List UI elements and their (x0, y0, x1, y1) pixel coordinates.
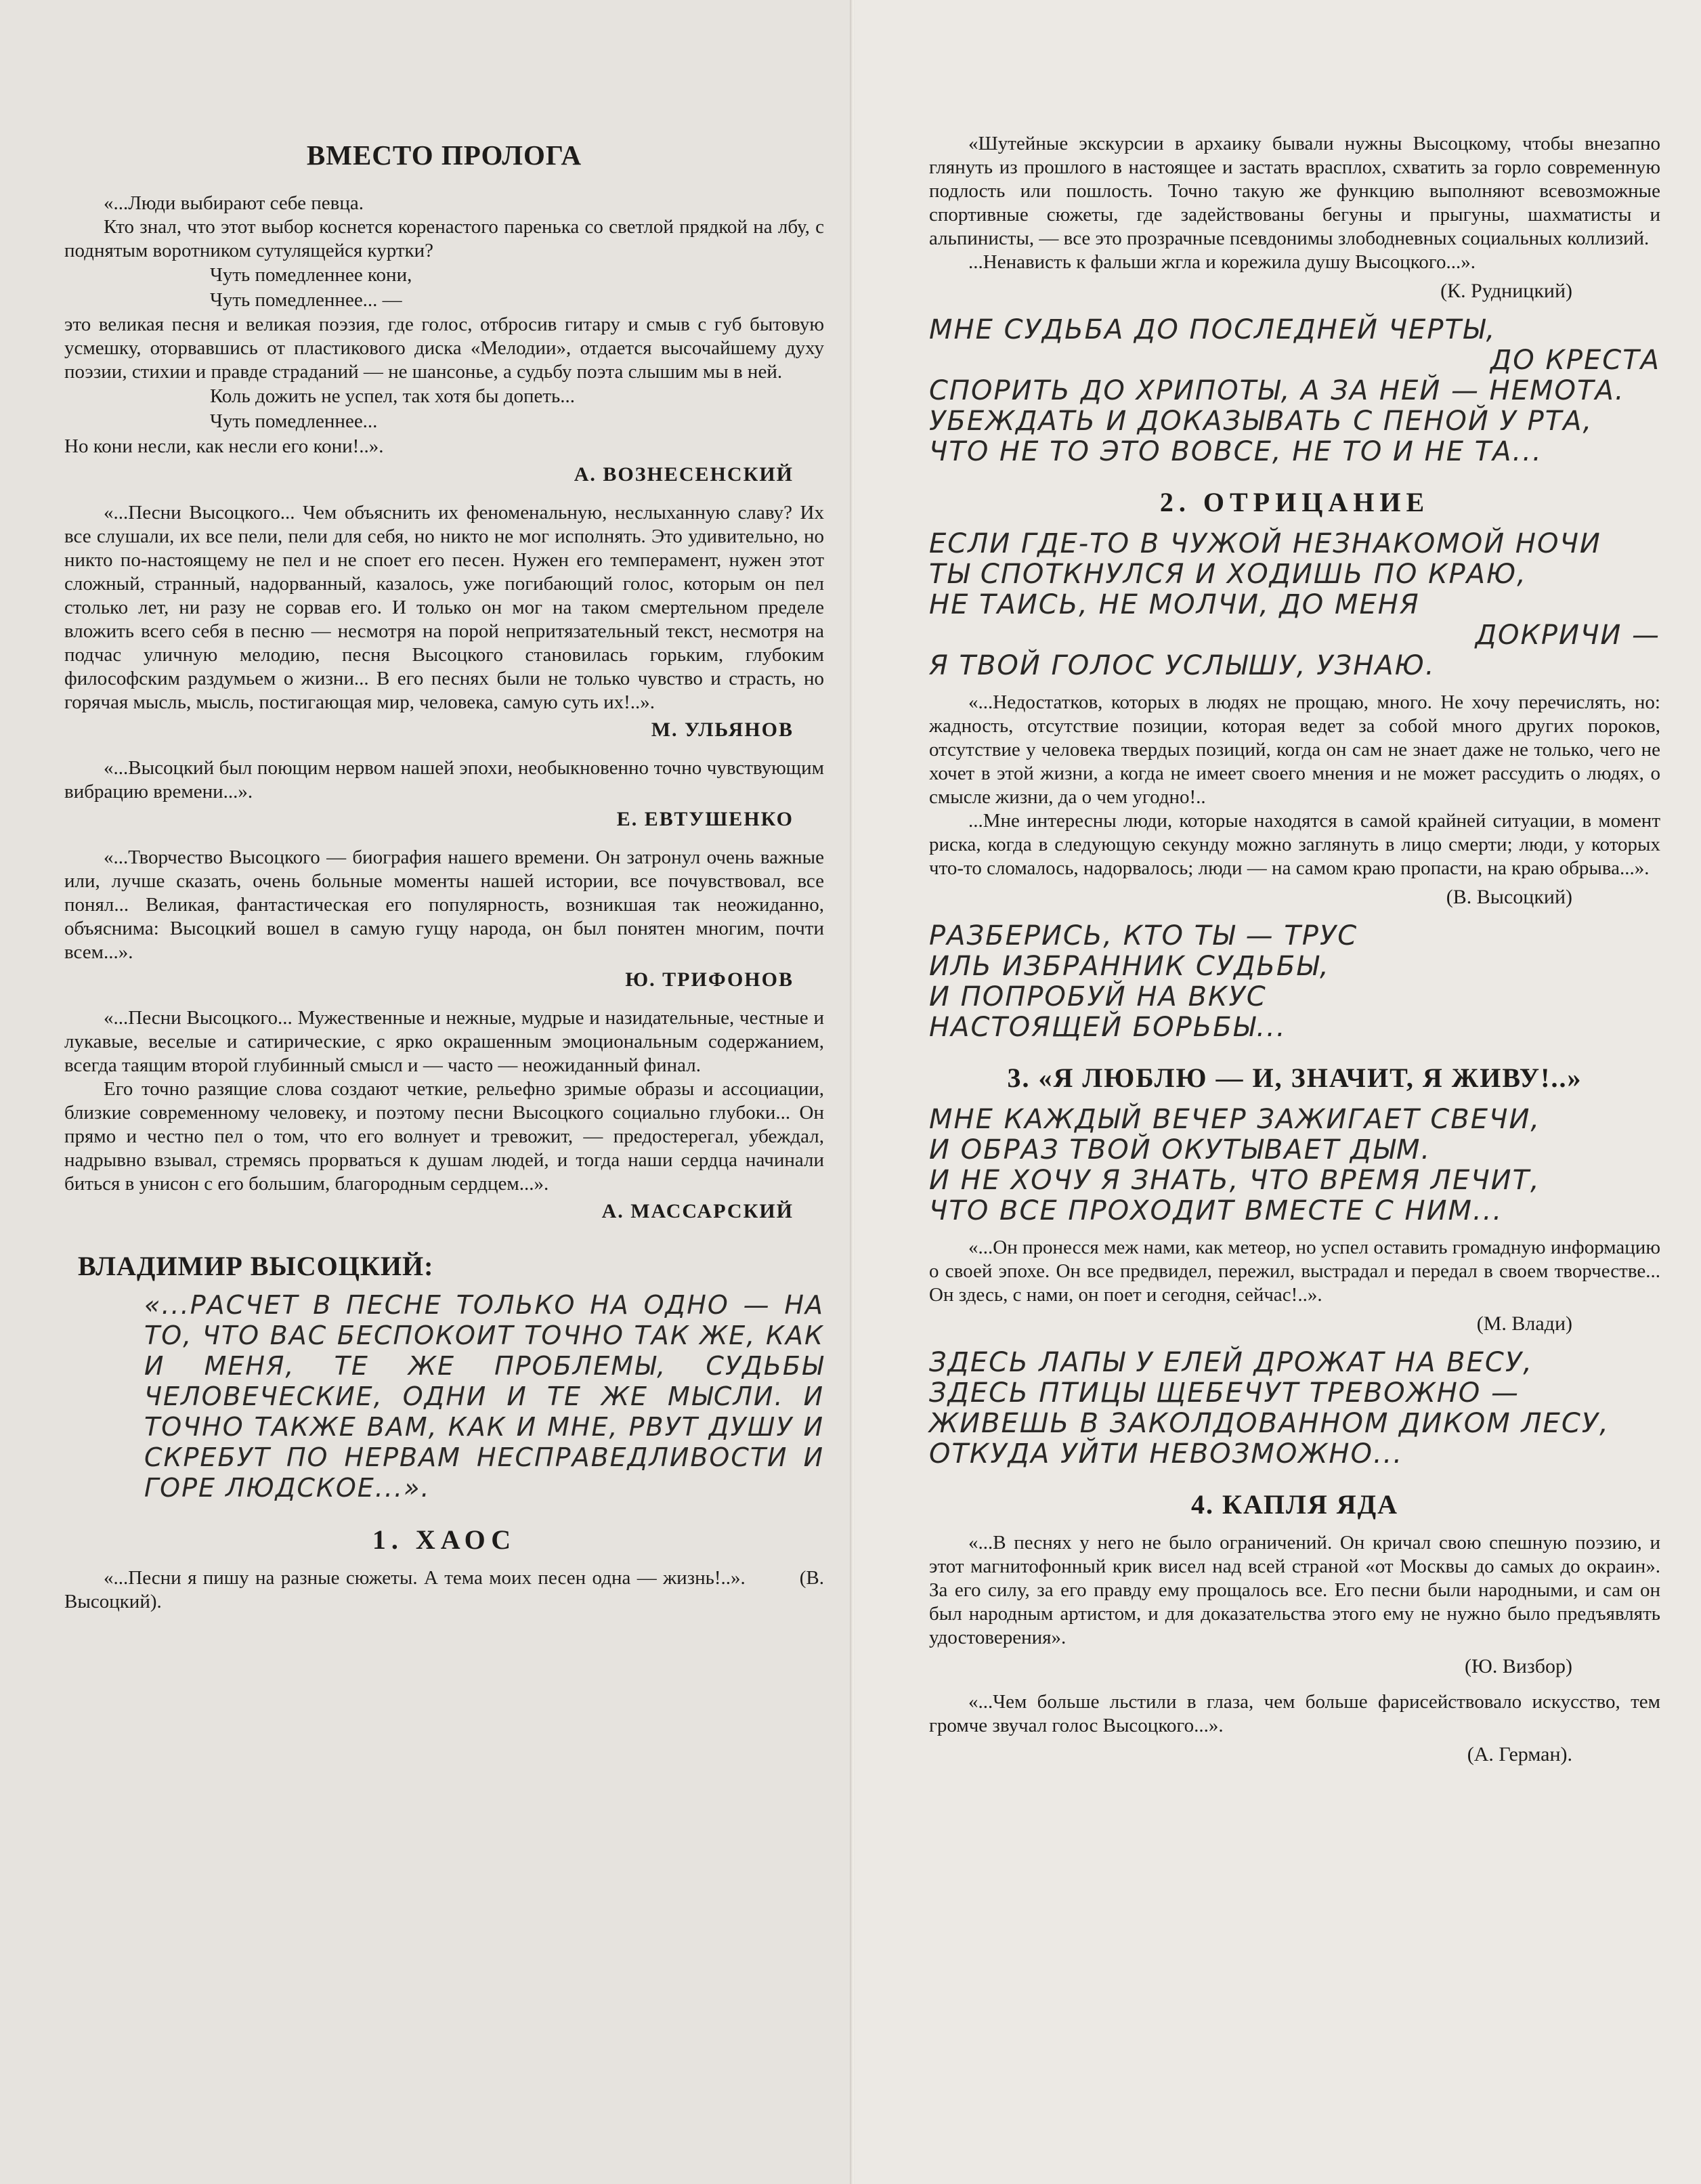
quote-author: (К. Рудницкий) (1440, 280, 1572, 302)
lyric-line: ЗДЕСЬ ЛАПЫ У ЕЛЕЙ ДРОЖАТ НА ВЕСУ, (929, 1347, 1533, 1378)
quote-paragraph: «...Высоцкий был поющим нервом нашей эпохи, необыкновенно точно чувствующим вибрацию времени...». (64, 757, 824, 802)
verse-line: Чуть помедленнее... (210, 410, 378, 432)
lyric-block (929, 529, 1660, 681)
verse-line: Чуть помедленнее... — (210, 289, 402, 311)
lyric-line: ЖИВЕШЬ В ЗАКОЛДОВАННОМ ДИКОМ ЛЕСУ, (929, 1408, 1610, 1439)
lyric-line: ЕСЛИ ГДЕ-ТО В ЧУЖОЙ НЕЗНАКОМОЙ НОЧИ (929, 528, 1601, 559)
lyric-line: МНЕ СУДЬБА ДО ПОСЛЕДНЕЙ ЧЕРТЫ, (929, 314, 1497, 345)
quote-paragraph: ...Ненависть к фальши жгла и корежила душу Высоцкого...». (968, 251, 1476, 273)
vysotsky-quote: «...РАСЧЕТ В ПЕСНЕ ТОЛЬКО НА ОДНО — НА ТО, ЧТО ВАС БЕСПОКОИТ ТОЧНО ТАК ЖЕ, КАК И МЕНЯ, ТЕ ЖЕ ПРОБЛЕМЫ, СУДЬБЫ ЧЕЛОВЕЧЕСКИЕ, ОДНИ И ТЕ ЖЕ МЫСЛИ. И ТОЧНО ТАКЖЕ ВАМ, КАК И МНЕ, РВУТ ДУШУ И СКРЕБУТ ПО НЕРВАМ НЕСПРАВЕДЛИВОСТИ И ГОРЕ ЛЮДСКОЕ...». (144, 1290, 824, 1503)
quote-voznesensky (64, 192, 824, 486)
quote-massarsky (64, 1006, 824, 1223)
quote-ulyanov (64, 501, 824, 742)
lyric-line: СПОРИТЬ ДО ХРИПОТЫ, А ЗА НЕЙ — НЕМОТА. (929, 375, 1625, 406)
quote-evtushenko (64, 756, 824, 831)
quote-vizbor (929, 1531, 1660, 1678)
quote-rudnitsky (929, 132, 1660, 303)
quote-author: А. ВОЗНЕСЕНСКИЙ (574, 463, 794, 486)
quote-text: «...Песни я пишу на разные сюжеты. А тема моих песен одна — жизнь!..». (104, 1567, 746, 1589)
lyric-block (929, 315, 1660, 467)
quote-author: (Ю. Визбор) (1465, 1655, 1572, 1677)
quote-paragraph: «...Люди выбирают себе певца. (104, 192, 364, 214)
verse-line: Коль дожить не успел, так хотя бы допеть... (210, 385, 575, 407)
lyric-line: ДОКРИЧИ — (1475, 620, 1660, 651)
lyric-line: МНЕ КАЖДЫЙ ВЕЧЕР ЗАЖИГАЕТ СВЕЧИ, (929, 1104, 1541, 1135)
lyric-line: НЕ ТАИСЬ, НЕ МОЛЧИ, ДО МЕНЯ (929, 589, 1420, 620)
quote-author: М. УЛЬЯНОВ (651, 719, 794, 741)
lyric-line: ИЛЬ ИЗБРАННИК СУДЬБЫ, (929, 951, 1330, 982)
quote-paragraph (64, 1566, 824, 1614)
section-title-denial: 2. ОТРИЦАНИЕ (1159, 487, 1430, 517)
quote-paragraph: «...Чем больше льстили в глаза, чем больше фарисействовало искусство, тем громче звучал голос Высоцкого...». (929, 1691, 1660, 1736)
prologue-title: ВМЕСТО ПРОЛОГА (306, 140, 582, 171)
section-title-chaos: 1. ХАОС (372, 1524, 517, 1555)
lyric-line: ДО КРЕСТА (1490, 345, 1660, 376)
lyric-line: ЧТО ВСЕ ПРОХОДИТ ВМЕСТЕ С НИМ... (929, 1195, 1503, 1226)
quote-trifonov (64, 846, 824, 991)
section-title-drop-of-poison: 4. КАПЛЯ ЯДА (1191, 1489, 1398, 1520)
quote-author: (А. Герман). (1467, 1743, 1572, 1765)
lyric-line: РАЗБЕРИСЬ, КТО ТЫ — ТРУС (929, 920, 1358, 951)
lyric-line: ЗДЕСЬ ПТИЦЫ ЩЕБЕЧУТ ТРЕВОЖНО — (929, 1377, 1520, 1409)
lyric-line: Я ТВОЙ ГОЛОС УСЛЫШУ, УЗНАЮ. (929, 650, 1436, 681)
lyric-line: ЧТО НЕ ТО ЭТО ВОВСЕ, НЕ ТО И НЕ ТА... (929, 436, 1543, 467)
quote-paragraph: «...Недостатков, которых в людях не прощаю, много. Не хочу перечислять, но: жадность, отсутствие позиции, которая ведет за собой много других пороков, отсутствие у человека твердых позиций, когда он сам не знает даже не только, чего не хочет в этой жизни, а когда не имеет своего мнения и не может рассудить о людях, о смысле жизни, да о чем угодно!.. (929, 691, 1660, 808)
quote-paragraph: «...Творчество Высоцкого — биография нашего времени. Он затронул очень важные или, лучше сказать, очень больные моменты нашей истории, все почувствовал, все понял... Великая, фантастическая его популярность, возникшая так неожиданно, объяснима: Высоцкий вошел в самую гущу народа, он был понятен многим, почти всем...». (64, 847, 824, 963)
verse-line: Но кони несли, как несли его кони!..». (64, 435, 384, 457)
lyric-line: И ОБРАЗ ТВОЙ ОКУТЫВАЕТ ДЫМ. (929, 1134, 1431, 1165)
quote-author: (В. Высоцкий). (64, 1567, 824, 1612)
lyric-line: НАСТОЯЩЕЙ БОРЬБЫ... (929, 1012, 1287, 1043)
quote-paragraph: «...В песнях у него не было ограничений. Он кричал свою спешную поэзию, и этот магнитофонный крик висел над всей страной «от Москвы до самых до окраин». За его силу, за его правду ему прощалось все. Его песни были народными, и сам он был народным артистом, и для доказательства этого ему не нужно было предъявлять удостоверения». (929, 1532, 1660, 1648)
quote-author: Е. ЕВТУШЕНКО (616, 808, 794, 830)
lyric-line: И НЕ ХОЧУ Я ЗНАТЬ, ЧТО ВРЕМЯ ЛЕЧИТ, (929, 1165, 1541, 1196)
lyric-line: ОТКУДА УЙТИ НЕВОЗМОЖНО... (929, 1438, 1404, 1470)
quote-vysotsky (929, 691, 1660, 909)
quote-paragraph: «Шутейные экскурсии в архаику бывали нужны Высоцкому, чтобы внезапно глянуть из прошлого в настоящее и застать врасплох, схватить за горло современную подлость или пошлость. Точно такую же функцию выполняют всевозможные спортивные сюжеты, где задействованы бегуны и прыгуны, шахматисты и альпинисты, — все это прозрачные псевдонимы злободневных социальных коллизий. (929, 133, 1660, 249)
quote-paragraph: «...Песни Высоцкого... Чем объяснить их феноменальную, неслыханную славу? Их все слушали, их все пели, пели для себя, но никто не мог исполнять. Это удивительно, но никто по-настоящему не пел и не споет его песен. Нужен его темперамент, нужен этот сложный, странный, надорванный, казалось, уже погибающий голос, которым он пел столько лет, ни разу не сорвав его. И только он мог на таком смертельном пределе вложить всего себя в песню — несмотря на порой непритязательный текст, несмотря на подчас уличную мелодию, песня Высоцкого становилась горьким, глубоким философским раздумьем о жизни... В его песнях были не только чувство и страсть, но горячая мысль, мысль, постигающая мир, человека, самую суть их!..». (64, 502, 824, 713)
quote-author: (М. Влади) (1476, 1312, 1572, 1335)
lyric-line: УБЕЖДАТЬ И ДОКАЗЫВАТЬ С ПЕНОЙ У РТА, (929, 406, 1593, 437)
verse-line: Чуть помедленнее кони, (210, 264, 412, 286)
quote-author: (В. Высоцкий) (1446, 886, 1572, 908)
quote-paragraph: «...Он пронесся меж нами, как метеор, но успел оставить громадную информацию о своей эпохе. Он все предвидел, пережил, выстрадал и передал в своем творчестве... Он здесь, с нами, он поет и сегодня, сейчас!..». (929, 1237, 1660, 1306)
quote-paragraph: ...Мне интересны люди, которые находятся в самой крайней ситуации, в момент риска, когда в следующую секунду можно заглянуть в лицо смерти; люди, у которых что-то сломалось, надорвалось; люди — на самом краю пропасти, на краю обрыва...». (929, 810, 1660, 879)
vysotsky-heading: ВЛАДИМИР ВЫСОЦКИЙ: (78, 1251, 434, 1281)
section-title-love: 3. «Я ЛЮБЛЮ — И, ЗНАЧИТ, Я ЖИВУ!..» (1007, 1063, 1582, 1093)
lyric-block (929, 1105, 1660, 1226)
quote-paragraph: это великая песня и великая поэзия, где голос, отбросив гитару и смыв с губ бытовую усмешку, оторвавшись от пластикового диска «Мелодии», отдается высочайшему духу поэзии, стихии и правде страданий — не шансонье, а судьбу поэта слышим мы в ней. (64, 314, 824, 383)
quote-paragraph: Его точно разящие слова создают четкие, рельефно зримые образы и ассоциации, близкие современному человеку, и поэтому песни Высоцкого социально глубоки... Он прямо и честно пел о том, что его волнует и тревожит, — предостерегал, убеждал, надрывно взывал, стремясь прорваться к душам людей, и тогда наши сердца начинали биться в унисон с его большим, благородным сердцем...». (64, 1078, 824, 1195)
lyric-line: ТЫ СПОТКНУЛСЯ И ХОДИШЬ ПО КРАЮ, (929, 559, 1527, 590)
quote-author: А. МАССАРСКИЙ (601, 1200, 794, 1222)
lyric-line: И ПОПРОБУЙ НА ВКУС (929, 981, 1267, 1012)
quote-paragraph: Кто знал, что этот выбор коснется коренастого паренька со светлой прядкой на лбу, с поднятым воротником сутулящейся куртки? (64, 216, 824, 261)
lyric-block (929, 921, 1660, 1043)
quote-german (929, 1690, 1660, 1766)
quote-vladi (929, 1236, 1660, 1335)
lyric-block (929, 1348, 1660, 1470)
quote-paragraph: «...Песни Высоцкого... Мужественные и нежные, мудрые и назидательные, честные и лукавые, веселые и сатирические, с ярко окрашенным эмоциональным содержанием, всегда таящим второй глубинный смысл и — часто — неожиданный финал. (64, 1007, 824, 1076)
quote-author: Ю. ТРИФОНОВ (625, 968, 794, 991)
right-page (855, 0, 1701, 2184)
